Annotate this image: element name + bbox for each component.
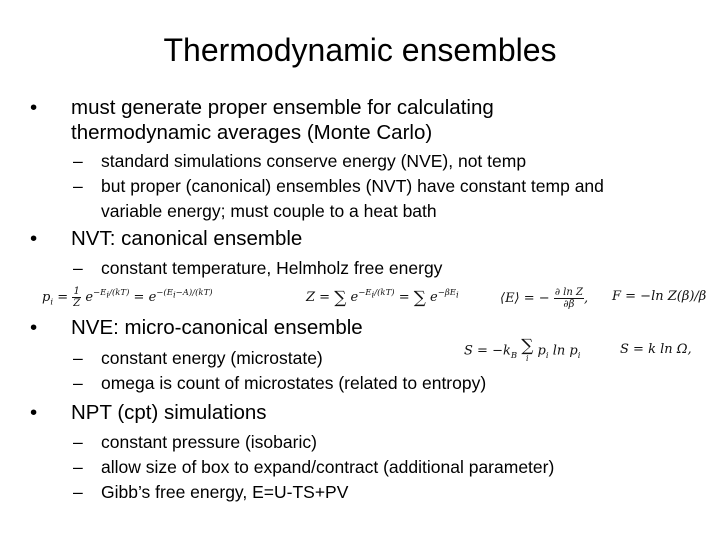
bullet-marker: • <box>30 96 38 119</box>
bullet-1-sub-2-line-1: but proper (canonical) ensembles (NVT) have constant temp and <box>101 176 604 196</box>
bullet-4-sub-1-text: constant pressure (isobaric) <box>101 432 317 452</box>
equation-boltzmann-entropy: S = k ln Ω, <box>620 342 692 357</box>
dash-marker: – <box>73 348 83 368</box>
dash-marker: – <box>73 176 83 196</box>
bullet-4-sub-3 <box>73 480 713 505</box>
bullet-marker: • <box>30 227 38 250</box>
bullet-2-sub-1-text: constant temperature, Helmholz free energy <box>101 258 443 278</box>
bullet-3-sub-2-text: omega is count of microstates (related to entropy) <box>101 373 487 393</box>
bullet-4-sub-2 <box>73 455 713 480</box>
dash-marker: – <box>73 373 83 393</box>
equation-helmholtz-free-energy: F = −ln Z(β)/β <box>612 289 707 304</box>
bullet-2-sub-1 <box>73 256 713 281</box>
bullet-1-sub-2 <box>73 174 713 224</box>
dash-marker: – <box>73 457 83 477</box>
bullet-marker: • <box>30 316 38 339</box>
slide-title: Thermodynamic ensembles <box>163 32 557 68</box>
bullet-4-sub-1 <box>73 430 713 455</box>
dash-marker: – <box>73 258 83 278</box>
bullet-1-sub-1-text: standard simulations conserve energy (NVE), not temp <box>101 151 527 171</box>
bullet-3-sub-2 <box>73 371 713 396</box>
bullet-1 <box>30 95 700 145</box>
dash-marker: – <box>73 151 83 171</box>
equation-average-energy: ⟨E⟩ = − $\frac{\text{∂ ln Z}}{\partial\beta}$ , <box>500 287 589 310</box>
equation-gibbs-entropy: $S = -k_B$ ∑ i $p_i$ $\ln p_i$ <box>464 336 581 363</box>
bullet-marker: • <box>30 401 38 424</box>
dash-marker: – <box>73 482 83 502</box>
bullet-1-line-1: must generate proper ensemble for calculating <box>71 96 494 119</box>
bullet-2-text: NVT: canonical ensemble <box>71 227 303 250</box>
equation-boltzmann-probability: $p_i$ = $\frac{1}{Z}$ $e^{-E_i/(kT)} = e^{-(E_i-A)/(kT)}$ <box>42 286 213 309</box>
bullet-1-line-2: thermodynamic averages (Monte Carlo) <box>71 121 433 144</box>
bullet-3 <box>30 315 700 340</box>
bullet-3-sub-1-text: constant energy (microstate) <box>101 348 323 368</box>
bullet-3-sub-1 <box>73 346 453 371</box>
bullet-2 <box>30 226 700 251</box>
bullet-4-sub-2-text: allow size of box to expand/contract (additional parameter) <box>101 457 555 477</box>
bullet-1-sub-1 <box>73 149 713 174</box>
bullet-4 <box>30 400 700 425</box>
bullet-1-sub-2-line-2: variable energy; must couple to a heat bath <box>101 201 437 221</box>
bullet-4-text: NPT (cpt) simulations <box>71 401 267 424</box>
bullet-3-text: NVE: micro-canonical ensemble <box>71 316 363 339</box>
bullet-4-sub-3-text: Gibb’s free energy, E=U-TS+PV <box>101 482 349 502</box>
dash-marker: – <box>73 432 83 452</box>
equation-partition-function: Z = ∑ $e^{-E_i/(kT)}$ = ∑ $e^{-\beta E_i}$ <box>306 287 459 308</box>
